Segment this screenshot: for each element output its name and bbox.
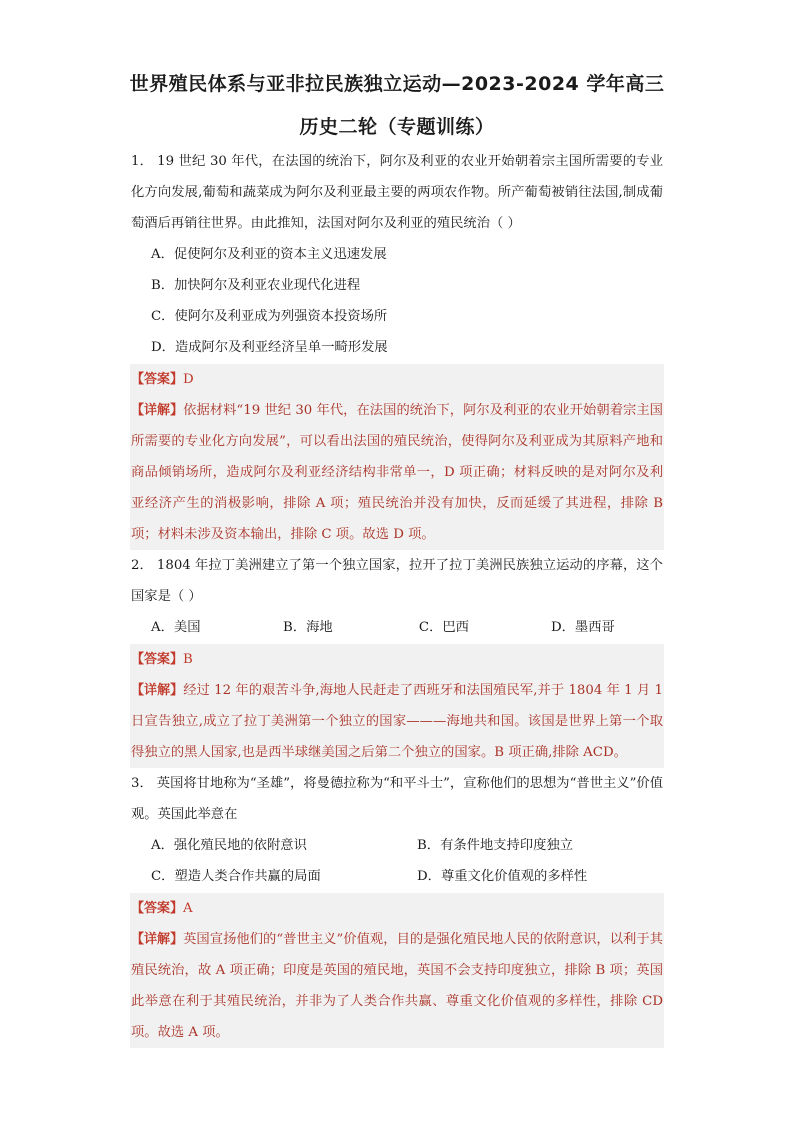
question-3: [131, 768, 663, 1048]
question-text: 1804 年拉丁美洲建立了第一个独立国家，拉开了拉丁美洲民族独立运动的序幕，这个国家是（ ）: [131, 558, 663, 604]
answer-block: [130, 893, 664, 1048]
answer-label: 【答案】: [131, 901, 184, 916]
question-number: 3．: [131, 776, 153, 791]
option-a: A．强化殖民地的依附意识: [151, 838, 307, 853]
answer-line: [131, 644, 663, 675]
detail-label: 【详解】: [131, 403, 184, 418]
option-b: B．有条件地支持印度独立: [417, 838, 574, 853]
question-list: [131, 146, 663, 1048]
question-text: 19 世纪 30 年代，在法国的统治下，阿尔及利亚的农业开始朝着宗主国所需要的专业化方向发展,葡萄和蔬菜成为阿尔及利亚最主要的两项农作物。所产葡萄被销往法国,制成葡萄酒后再销往世界。由此推知，法国对阿尔及利亚的殖民统治（ ）: [131, 154, 663, 231]
detail-label: 【详解】: [131, 683, 184, 698]
detail-line: [131, 924, 663, 1048]
question-text: 英国将甘地称为“圣雄”，将曼德拉称为“和平斗士”，宣称他们的思想为“普世主义”价值观。英国此举意在: [131, 776, 663, 822]
option-b: B．海地: [283, 620, 333, 635]
answer-line: [131, 893, 663, 924]
detail-label: 【详解】: [131, 932, 184, 947]
option-a: A．促使阿尔及利亚的资本主义迅速发展: [151, 247, 387, 262]
option-c: C．塑造人类合作共赢的局面: [151, 869, 321, 884]
option-d: D．墨西哥: [550, 620, 615, 635]
answer-block: [130, 644, 664, 768]
question-1: [131, 146, 663, 550]
question-stem: [131, 768, 663, 830]
question-number: 2．: [131, 558, 153, 573]
options-row: [131, 612, 663, 643]
question-number: 1．: [131, 154, 154, 169]
detail-text: 依据材料“19 世纪 30 年代，在法国的统治下，阿尔及利亚的农业开始朝着宗主国所需要的专业化方向发展”，可以看出法国的殖民统治，使得阿尔及利亚成为其原料产地和商品倾销场所，造成阿尔及利亚经济结构非常单一，D 项正确；材料反映的是对阿尔及利亚经济产生的消极影响，排除 A 项；殖民统治并没有加快，反而延缓了其进程，排除 B 项；材料未涉及资本输出，排除 C 项。故选 D 项。: [131, 403, 663, 542]
answer-value: B: [183, 652, 193, 667]
detail-text: 英国宣扬他们的“普世主义”价值观，目的是强化殖民地人民的依附意识，以利于其殖民统治，故 A 项正确；印度是英国的殖民地，英国不会支持印度独立，排除 B 项；英国此举意在利于其殖民统治，并非为了人类合作共赢、尊重文化价值观的多样性，排除 CD 项。故选 A 项。: [131, 932, 663, 1040]
question-2: [131, 550, 663, 768]
answer-label: 【答案】: [131, 372, 184, 387]
options-row: [131, 830, 663, 861]
answer-value: A: [183, 901, 193, 916]
detail-text: 经过 12 年的艰苦斗争,海地人民赶走了西班牙和法国殖民军,并于 1804 年 1 月 1 日宣告独立,成立了拉丁美洲第一个独立的国家———海地共和国。该国是世界上第一个取得独立的黑人国家,也是西半球继美国之后第二个独立的国家。B 项正确,排除 ACD。: [131, 683, 663, 760]
answer-block: [130, 364, 664, 550]
page-title-line2: 历史二轮（专题训练）: [299, 116, 495, 138]
detail-line: [131, 675, 663, 768]
options-row: [131, 861, 663, 892]
page-title-line1: 世界殖民体系与亚非拉民族独立运动—2023-2024 学年高三: [129, 73, 665, 95]
answer-label: 【答案】: [131, 652, 184, 667]
option-c: C．巴西: [418, 620, 469, 635]
option-d: D．造成阿尔及利亚经济呈单一畸形发展: [151, 340, 388, 355]
option-a: A．美国: [151, 620, 201, 635]
question-stem: [131, 550, 663, 612]
answer-value: D: [183, 372, 194, 387]
option-c: C．使阿尔及利亚成为列强资本投资场所: [151, 309, 388, 324]
detail-line: [131, 395, 663, 550]
answer-line: [131, 364, 663, 395]
question-stem: [131, 146, 663, 239]
option-b: B．加快阿尔及利亚农业现代化进程: [151, 278, 361, 293]
option-d: D．尊重文化价值观的多样性: [417, 869, 588, 884]
